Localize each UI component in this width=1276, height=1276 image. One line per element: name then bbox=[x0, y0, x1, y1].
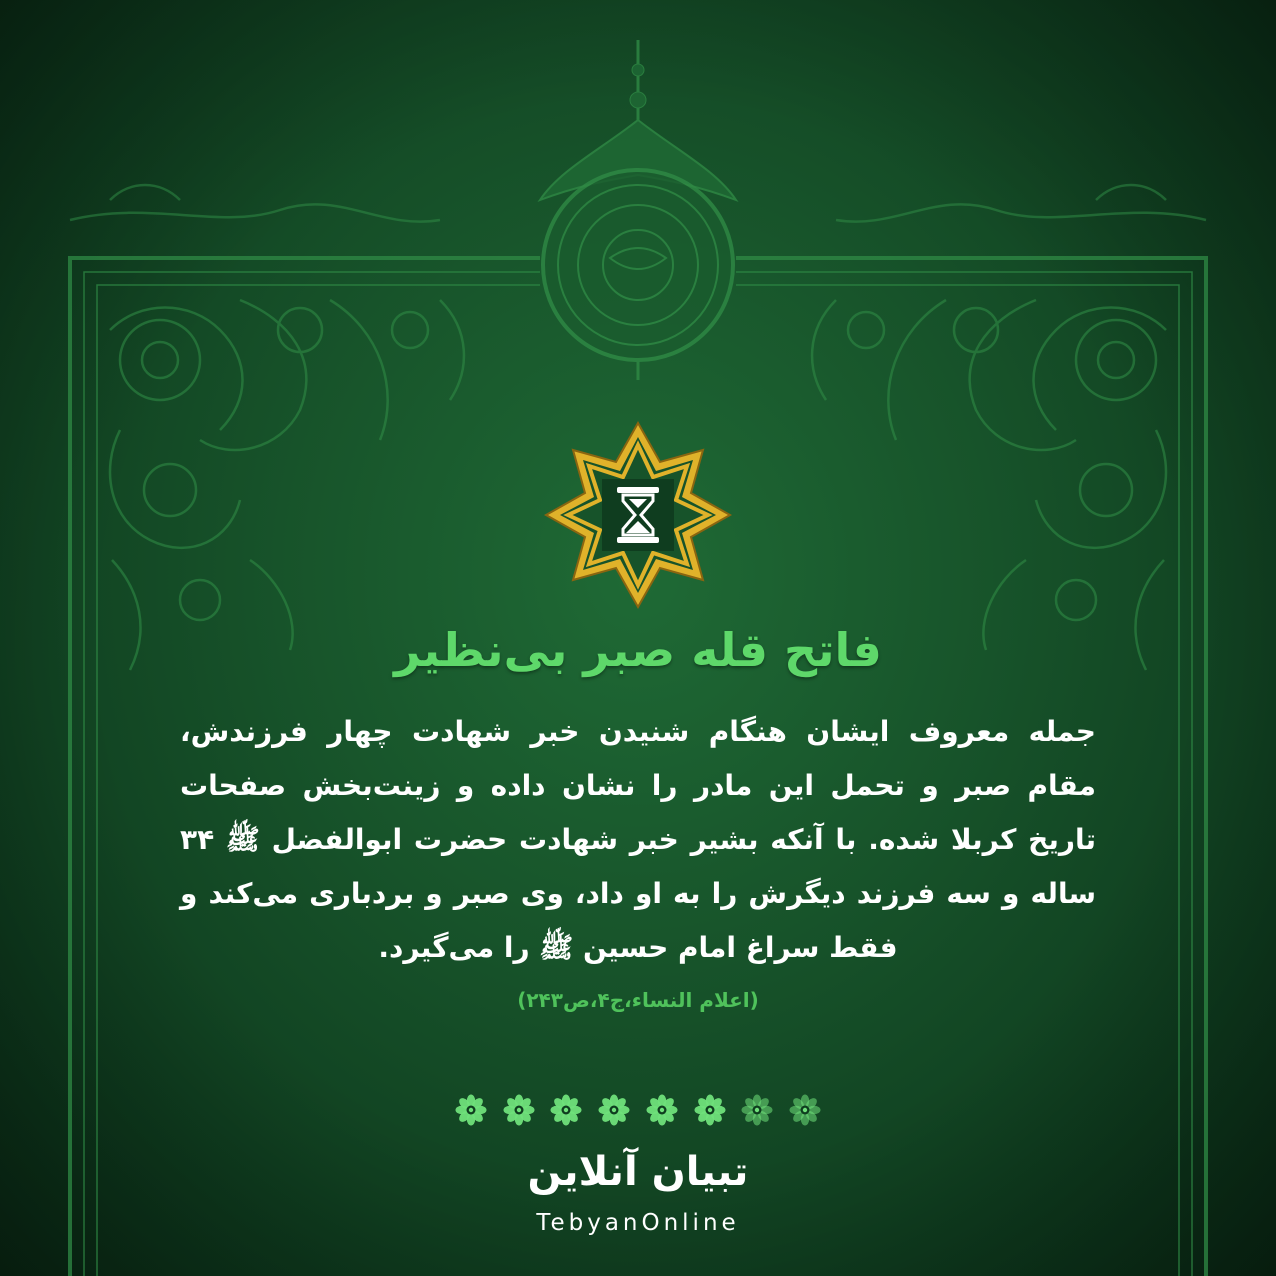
citation: (اعلام النساء،ج۴،ص۲۴۳) bbox=[517, 988, 759, 1012]
flower-icon bbox=[693, 1093, 727, 1127]
body-paragraph: جمله معروف ایشان هنگام شنیدن خبر شهادت چهار فرزندش، مقام صبر و تحمل این مادر را نشان داده و زینت‌بخش صفحات تاریخ کربلا شده. با آنکه بشیر خبر شهادت حضرت ابوالفضل ﷺ ۳۴ ساله و سه فرزند دیگرش را به او داد، وی صبر و بردباری می‌کند و فقط سراغ امام حسین ﷺ را می‌گیرد. bbox=[180, 715, 1096, 964]
flower-icon bbox=[740, 1093, 774, 1127]
logo-persian: تبیان آنلاین bbox=[527, 1149, 749, 1195]
flower-icon bbox=[645, 1093, 679, 1127]
flower-icon bbox=[788, 1093, 822, 1127]
flower-ornament-row bbox=[454, 1090, 822, 1130]
poster-title: فاتح قله صبر بی‌نظیر bbox=[394, 623, 882, 677]
flower-icon bbox=[549, 1093, 583, 1127]
logo-latin: TebyanOnline bbox=[536, 1210, 740, 1236]
flower-icon bbox=[597, 1093, 631, 1127]
hourglass-star-emblem bbox=[543, 420, 733, 610]
flower-icon bbox=[502, 1093, 536, 1127]
flower-icon bbox=[454, 1093, 488, 1127]
